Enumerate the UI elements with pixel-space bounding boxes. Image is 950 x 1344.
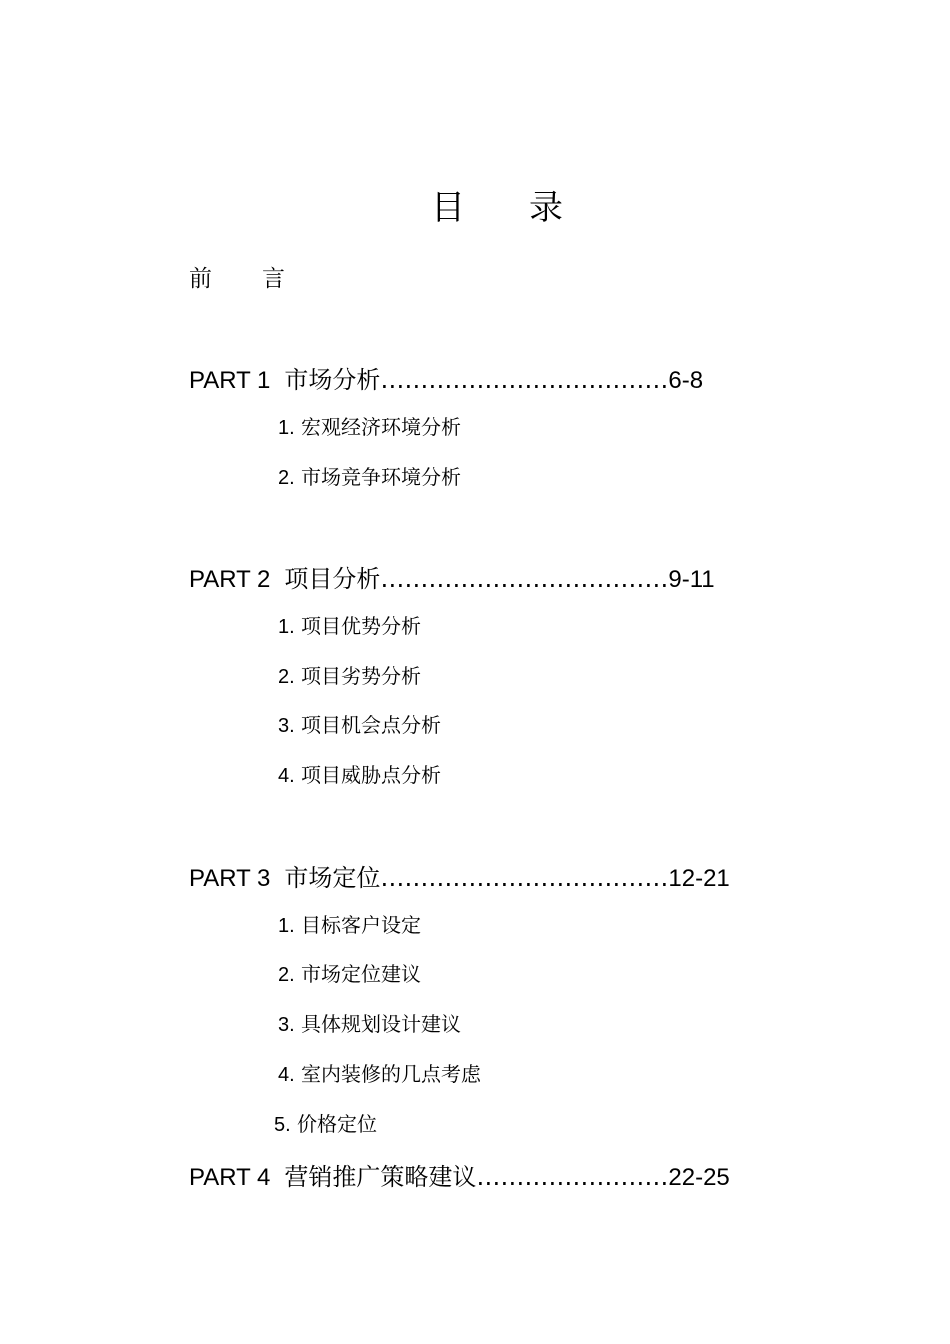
part-prefix: PART 3 xyxy=(189,865,271,892)
toc-title-char-1: 目 xyxy=(431,188,465,228)
toc-item[interactable] xyxy=(278,461,461,490)
item-number: 4. xyxy=(278,1064,295,1086)
item-text: 宏观经济环境分析 xyxy=(301,415,462,439)
page-range: 9-11 xyxy=(668,566,715,593)
item-text: 室内装修的几点考虑 xyxy=(301,1062,482,1086)
toc-part-4[interactable] xyxy=(189,1157,730,1192)
toc-item[interactable] xyxy=(278,411,461,440)
page-range: 12-21 xyxy=(668,865,730,892)
item-text: 项目机会点分析 xyxy=(301,713,442,737)
item-text: 项目威胁点分析 xyxy=(301,763,442,787)
item-number: 5. xyxy=(274,1114,291,1136)
toc-part-2[interactable] xyxy=(189,559,715,594)
item-number: 2. xyxy=(278,467,295,489)
toc-item[interactable] xyxy=(278,909,421,938)
item-number: 1. xyxy=(278,915,295,937)
toc-item[interactable] xyxy=(278,1008,461,1037)
part-title: 市场分析 xyxy=(284,366,381,394)
item-text: 目标客户设定 xyxy=(301,913,422,937)
leader-dots: ……………………………… xyxy=(380,565,669,593)
toc-title-char-2: 录 xyxy=(529,188,563,228)
toc-item[interactable] xyxy=(278,1058,481,1087)
page-range: 6-8 xyxy=(668,367,704,394)
preface-char-1: 前 xyxy=(189,266,212,292)
toc-title xyxy=(431,180,563,229)
toc-part-3[interactable] xyxy=(189,858,730,893)
toc-item[interactable] xyxy=(278,709,441,738)
toc-item[interactable] xyxy=(278,958,421,987)
item-text: 价格定位 xyxy=(297,1112,378,1136)
item-text: 项目优势分析 xyxy=(301,614,422,638)
part-prefix: PART 1 xyxy=(189,367,271,394)
toc-item[interactable] xyxy=(278,759,441,788)
item-text: 具体规划设计建议 xyxy=(301,1012,462,1036)
item-text: 项目劣势分析 xyxy=(301,664,422,688)
part-title: 项目分析 xyxy=(284,565,381,593)
toc-item[interactable] xyxy=(274,1108,377,1137)
page-range: 22-25 xyxy=(668,1164,730,1191)
item-number: 4. xyxy=(278,765,295,787)
item-number: 3. xyxy=(278,1014,295,1036)
toc-preface[interactable] xyxy=(189,260,285,293)
part-prefix: PART 4 xyxy=(189,1164,271,1191)
toc-item[interactable] xyxy=(278,610,421,639)
toc-item[interactable] xyxy=(278,660,421,689)
leader-dots: ……………………………… xyxy=(380,366,669,394)
leader-dots: …………………… xyxy=(476,1163,669,1191)
item-text: 市场竞争环境分析 xyxy=(301,465,462,489)
toc-part-1[interactable] xyxy=(189,360,703,395)
item-number: 1. xyxy=(278,417,295,439)
part-title: 市场定位 xyxy=(284,864,381,892)
item-number: 3. xyxy=(278,715,295,737)
part-prefix: PART 2 xyxy=(189,566,271,593)
item-text: 市场定位建议 xyxy=(301,962,422,986)
preface-char-2: 言 xyxy=(262,266,285,292)
item-number: 1. xyxy=(278,616,295,638)
item-number: 2. xyxy=(278,666,295,688)
item-number: 2. xyxy=(278,964,295,986)
part-title: 营销推广策略建议 xyxy=(284,1163,477,1191)
leader-dots: ……………………………… xyxy=(380,864,669,892)
